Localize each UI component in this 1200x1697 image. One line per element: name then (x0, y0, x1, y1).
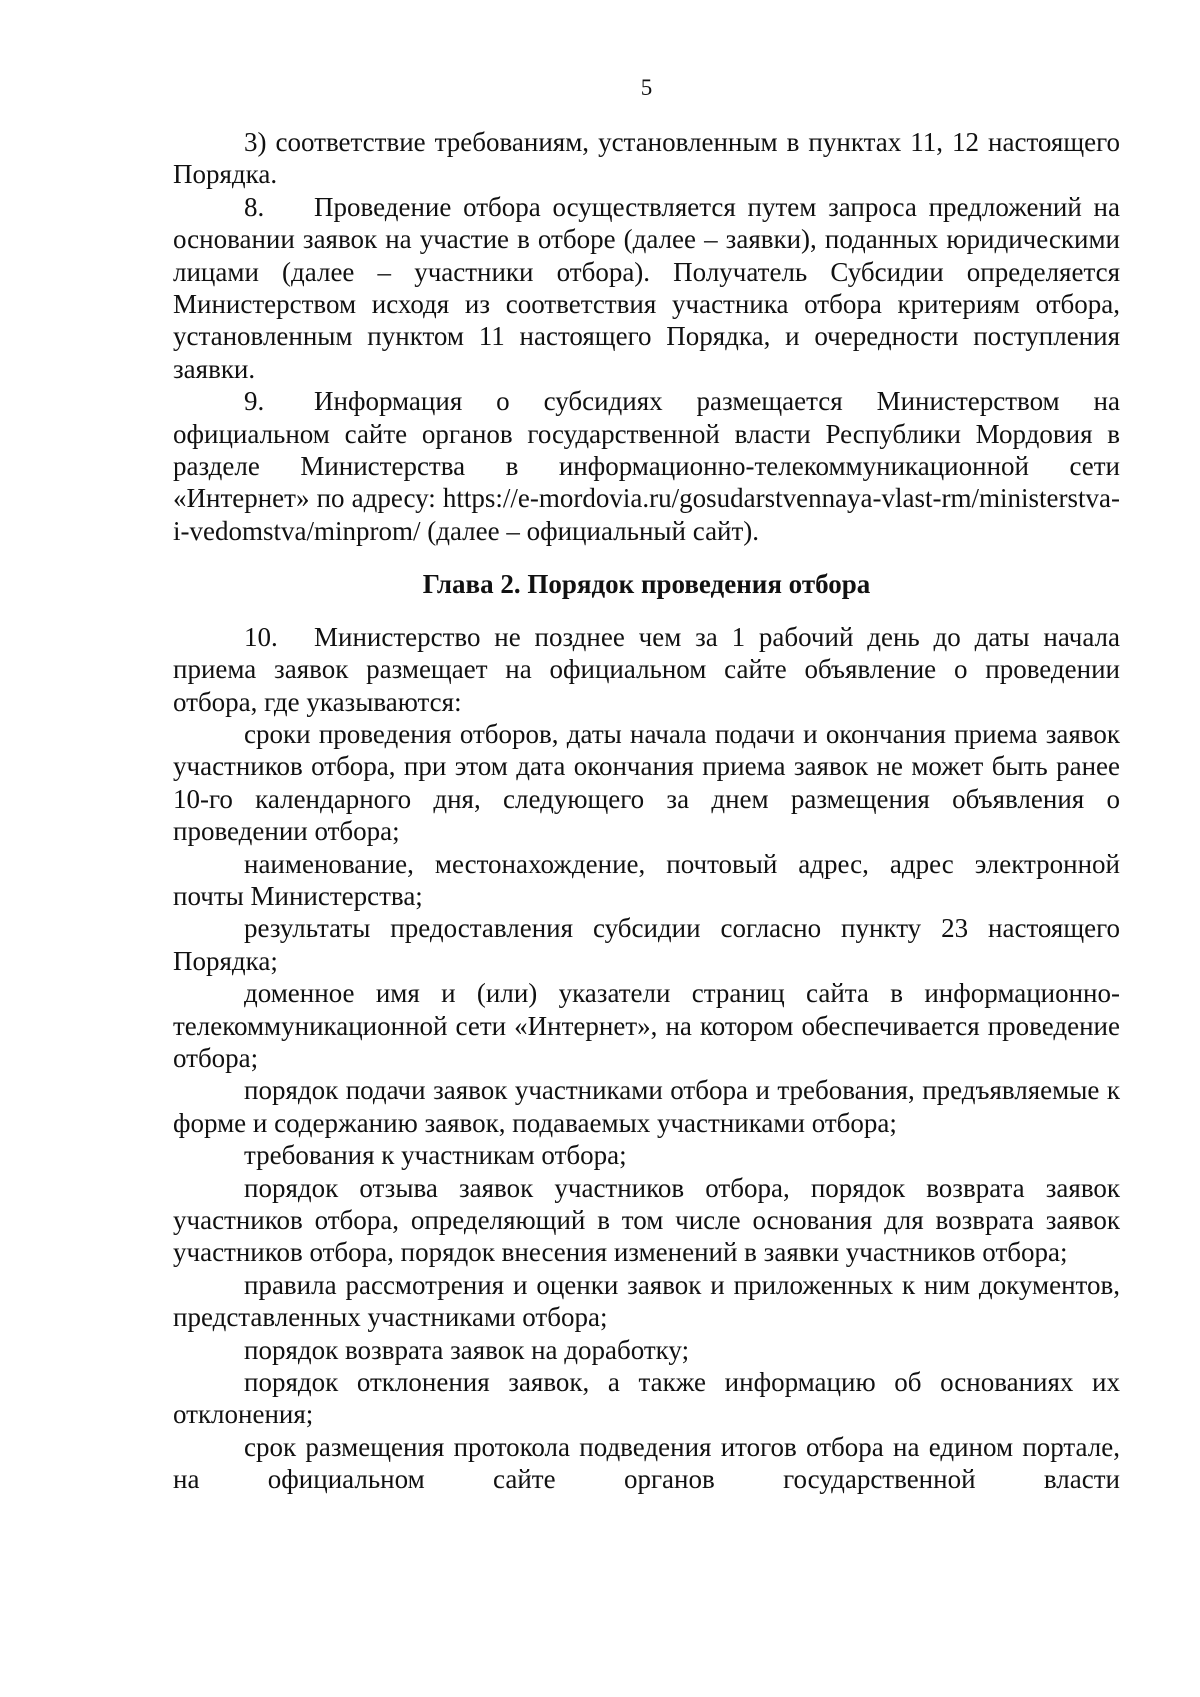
list-item: порядок отклонения заявок, а также информацию об основаниях их отклонения; (173, 1367, 1120, 1430)
list-item: наименование, местонахождение, почтовый адрес, адрес электронной почты Министерства; (173, 848, 1120, 911)
list-item: требования к участникам отбора; (244, 1140, 627, 1171)
document-body (173, 126, 1120, 1496)
list-item: доменное имя и (или) указатели страниц сайта в информационно-телекоммуникационной сети «Интернет», на котором обеспечивается проведение отбора; (173, 978, 1120, 1073)
list-item: правила рассмотрения и оценки заявок и приложенных к ним документов, представленных участниками отбора; (173, 1269, 1120, 1333)
paragraph-number: 8. (244, 191, 265, 222)
list-item: порядок возврата заявок на доработку; (244, 1334, 690, 1365)
list-item: сроки проведения отборов, даты начала подачи и окончания приема заявок участников отбора, при этом дата окончания приема заявок не может быть ранее 10-го календарного дня, следующего за днем размещения объявления о проведении отбора; (173, 718, 1120, 847)
chapter-heading: Глава 2. Порядок проведения отбора (422, 569, 871, 600)
paragraph-8 (173, 191, 1120, 385)
paragraph-item-3: 3) соответствие требованиям, установленным в пунктах 11, 12 настоящего Порядка. (173, 127, 1120, 190)
page-number: 5 (640, 75, 653, 100)
list-item: результаты предоставления субсидии согласно пункту 23 настоящего Порядка; (173, 913, 1120, 976)
paragraph-9 (173, 385, 1120, 547)
list-item: срок размещения протокола подведения итогов отбора на едином портале, на официальном сайте органов государственной власти (173, 1431, 1120, 1495)
paragraph-number: 10. (244, 621, 278, 652)
list-item: порядок подачи заявок участниками отбора и требования, предъявляемые к форме и содержанию заявок, подаваемых участниками отбора; (173, 1075, 1120, 1138)
paragraph-text: Информация о субсидиях размещается Министерством на официальном сайте органов государственной власти Республики Мордовия в разделе Министерства в информационно-телекоммуникационной сети «Интернет» по адресу: https://e-mordovia.ru/gosudarstvennaya-vlast-rm/ministerstva-i-vedomstva/minprom/ (далее – официальный сайт). (173, 386, 1120, 546)
paragraph-number: 9. (244, 386, 265, 417)
paragraph-text: Министерство не позднее чем за 1 рабочий день до даты начала приема заявок размещает на официальном сайте объявление о проведении отбора, где указываются: (173, 621, 1120, 717)
list-item: порядок отзыва заявок участников отбора, порядок возврата заявок участников отбора, определяющий в том числе основания для возврата заявок участников отбора, порядок внесения изменений в заявки участников отбора; (173, 1172, 1120, 1268)
paragraph-text: Проведение отбора осуществляется путем запроса предложений на основании заявок на участие в отборе (далее – заявки), поданных юридическими лицами (далее – участники отбора). Получатель Субсидии определяется Министерством исходя из соответствия участника отбора критериям отбора, установленным пунктом 11 настоящего Порядка, и очередности поступления заявки. (173, 191, 1120, 384)
paragraph-10 (173, 621, 1120, 718)
